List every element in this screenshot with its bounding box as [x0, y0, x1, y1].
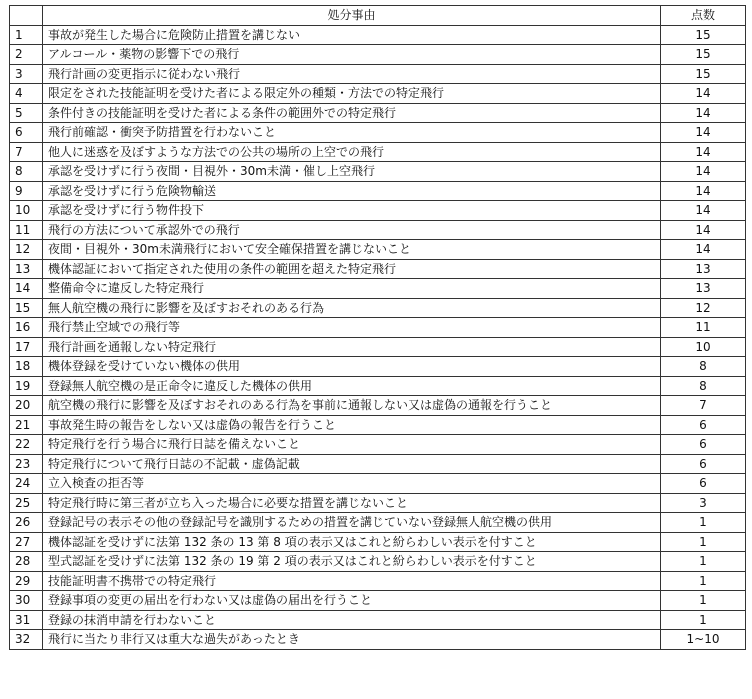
table-row: [10, 25, 746, 45]
table-row: [10, 201, 746, 221]
table-row: [10, 64, 746, 84]
row-points: 12: [661, 298, 746, 318]
row-number: 16: [10, 318, 43, 338]
row-number: 14: [10, 279, 43, 299]
table-row: [10, 396, 746, 416]
row-reason: 承認を受けずに行う危険物輸送: [43, 181, 661, 201]
row-points: 11: [661, 318, 746, 338]
row-points: 14: [661, 142, 746, 162]
row-reason: 無人航空機の飛行に影響を及ぼすおそれのある行為: [43, 298, 661, 318]
row-points: 13: [661, 279, 746, 299]
row-points: 6: [661, 435, 746, 455]
row-points: 14: [661, 240, 746, 260]
row-reason: 型式認証を受けずに法第 132 条の 19 第 2 項の表示又はこれと紛らわしい表示を付すこと: [43, 552, 661, 572]
row-points: 1: [661, 571, 746, 591]
table-row: [10, 181, 746, 201]
row-number: 30: [10, 591, 43, 611]
row-points: 1: [661, 610, 746, 630]
row-reason: 条件付きの技能証明を受けた者による条件の範囲外での特定飛行: [43, 103, 661, 123]
row-points: 8: [661, 376, 746, 396]
row-reason: 登録記号の表示その他の登録記号を識別するための措置を講じていない登録無人航空機の供用: [43, 513, 661, 533]
row-reason: 飛行前確認・衝突予防措置を行わないこと: [43, 123, 661, 143]
table-body: [10, 25, 746, 649]
row-reason: 夜間・目視外・30m未満飛行において安全確保措置を講じないこと: [43, 240, 661, 260]
table-row: [10, 259, 746, 279]
row-number: 8: [10, 162, 43, 182]
row-reason: 機体認証を受けずに法第 132 条の 13 第 8 項の表示又はこれと紛らわしい表示を付すこと: [43, 532, 661, 552]
table-row: [10, 513, 746, 533]
table-header-row: [10, 6, 746, 26]
table-row: [10, 162, 746, 182]
row-points: 6: [661, 474, 746, 494]
row-reason: 承認を受けずに行う夜間・目視外・30m未満・催し上空飛行: [43, 162, 661, 182]
row-points: 14: [661, 123, 746, 143]
row-reason: 事故発生時の報告をしない又は虚偽の報告を行うこと: [43, 415, 661, 435]
row-number: 13: [10, 259, 43, 279]
header-reason: 処分事由: [43, 6, 661, 26]
row-number: 12: [10, 240, 43, 260]
row-points: 15: [661, 64, 746, 84]
row-reason: 飛行禁止空域での飛行等: [43, 318, 661, 338]
row-number: 26: [10, 513, 43, 533]
row-number: 19: [10, 376, 43, 396]
row-points: 15: [661, 25, 746, 45]
table-row: [10, 591, 746, 611]
table-row: [10, 493, 746, 513]
row-points: 14: [661, 181, 746, 201]
row-reason: 限定をされた技能証明を受けた者による限定外の種類・方法での特定飛行: [43, 84, 661, 104]
row-reason: 特定飛行を行う場合に飛行日誌を備えないこと: [43, 435, 661, 455]
row-number: 10: [10, 201, 43, 221]
row-reason: 他人に迷惑を及ぼすような方法での公共の場所の上空での飛行: [43, 142, 661, 162]
header-points: 点数: [661, 6, 746, 26]
table-row: [10, 610, 746, 630]
row-reason: 事故が発生した場合に危険防止措置を講じない: [43, 25, 661, 45]
row-points: 1: [661, 591, 746, 611]
row-points: 3: [661, 493, 746, 513]
table-row: [10, 240, 746, 260]
row-number: 3: [10, 64, 43, 84]
table-row: [10, 298, 746, 318]
table-row: [10, 337, 746, 357]
row-points: 6: [661, 415, 746, 435]
row-reason: 航空機の飛行に影響を及ぼすおそれのある行為を事前に通報しない又は虚偽の通報を行うこと: [43, 396, 661, 416]
row-number: 23: [10, 454, 43, 474]
row-number: 2: [10, 45, 43, 65]
row-number: 11: [10, 220, 43, 240]
table-row: [10, 552, 746, 572]
row-reason: 飛行の方法について承認外での飛行: [43, 220, 661, 240]
row-points: 7: [661, 396, 746, 416]
row-points: 6: [661, 454, 746, 474]
row-number: 31: [10, 610, 43, 630]
table-row: [10, 630, 746, 650]
row-reason: 承認を受けずに行う物件投下: [43, 201, 661, 221]
row-number: 29: [10, 571, 43, 591]
row-number: 6: [10, 123, 43, 143]
row-number: 27: [10, 532, 43, 552]
row-number: 24: [10, 474, 43, 494]
row-points: 1: [661, 513, 746, 533]
row-reason: 技能証明書不携帯での特定飛行: [43, 571, 661, 591]
row-points: 14: [661, 84, 746, 104]
table-row: [10, 376, 746, 396]
row-number: 15: [10, 298, 43, 318]
row-reason: 飛行計画を通報しない特定飛行: [43, 337, 661, 357]
table-row: [10, 357, 746, 377]
table-row: [10, 435, 746, 455]
row-number: 9: [10, 181, 43, 201]
row-number: 28: [10, 552, 43, 572]
row-number: 22: [10, 435, 43, 455]
table-row: [10, 415, 746, 435]
row-reason: 飛行に当たり非行又は重大な過失があったとき: [43, 630, 661, 650]
table-row: [10, 123, 746, 143]
table-row: [10, 142, 746, 162]
row-reason: 特定飛行時に第三者が立ち入った場合に必要な措置を講じないこと: [43, 493, 661, 513]
row-points: 15: [661, 45, 746, 65]
row-number: 1: [10, 25, 43, 45]
row-points: 13: [661, 259, 746, 279]
row-number: 21: [10, 415, 43, 435]
row-number: 17: [10, 337, 43, 357]
row-number: 20: [10, 396, 43, 416]
row-points: 14: [661, 201, 746, 221]
header-number: [10, 6, 43, 26]
table-row: [10, 103, 746, 123]
row-number: 7: [10, 142, 43, 162]
row-reason: 飛行計画の変更指示に従わない飛行: [43, 64, 661, 84]
row-reason: 機体認証において指定された使用の条件の範囲を超えた特定飛行: [43, 259, 661, 279]
row-reason: 機体登録を受けていない機体の供用: [43, 357, 661, 377]
table-row: [10, 571, 746, 591]
row-points: 10: [661, 337, 746, 357]
table-row: [10, 279, 746, 299]
table-row: [10, 454, 746, 474]
penalty-points-table: [9, 5, 746, 650]
row-reason: 登録無人航空機の是正命令に違反した機体の供用: [43, 376, 661, 396]
table-row: [10, 84, 746, 104]
row-points: 8: [661, 357, 746, 377]
row-number: 32: [10, 630, 43, 650]
row-number: 25: [10, 493, 43, 513]
table-row: [10, 474, 746, 494]
row-points: 14: [661, 103, 746, 123]
row-reason: 登録事項の変更の届出を行わない又は虚偽の届出を行うこと: [43, 591, 661, 611]
row-number: 5: [10, 103, 43, 123]
table-row: [10, 45, 746, 65]
row-points: 1~10: [661, 630, 746, 650]
table-row: [10, 532, 746, 552]
row-reason: 立入検査の拒否等: [43, 474, 661, 494]
row-points: 14: [661, 162, 746, 182]
row-reason: 特定飛行について飛行日誌の不記載・虚偽記載: [43, 454, 661, 474]
row-number: 4: [10, 84, 43, 104]
table-row: [10, 318, 746, 338]
row-points: 1: [661, 532, 746, 552]
row-points: 14: [661, 220, 746, 240]
row-reason: 登録の抹消申請を行わないこと: [43, 610, 661, 630]
row-points: 1: [661, 552, 746, 572]
row-number: 18: [10, 357, 43, 377]
row-reason: アルコール・薬物の影響下での飛行: [43, 45, 661, 65]
row-reason: 整備命令に違反した特定飛行: [43, 279, 661, 299]
table-row: [10, 220, 746, 240]
